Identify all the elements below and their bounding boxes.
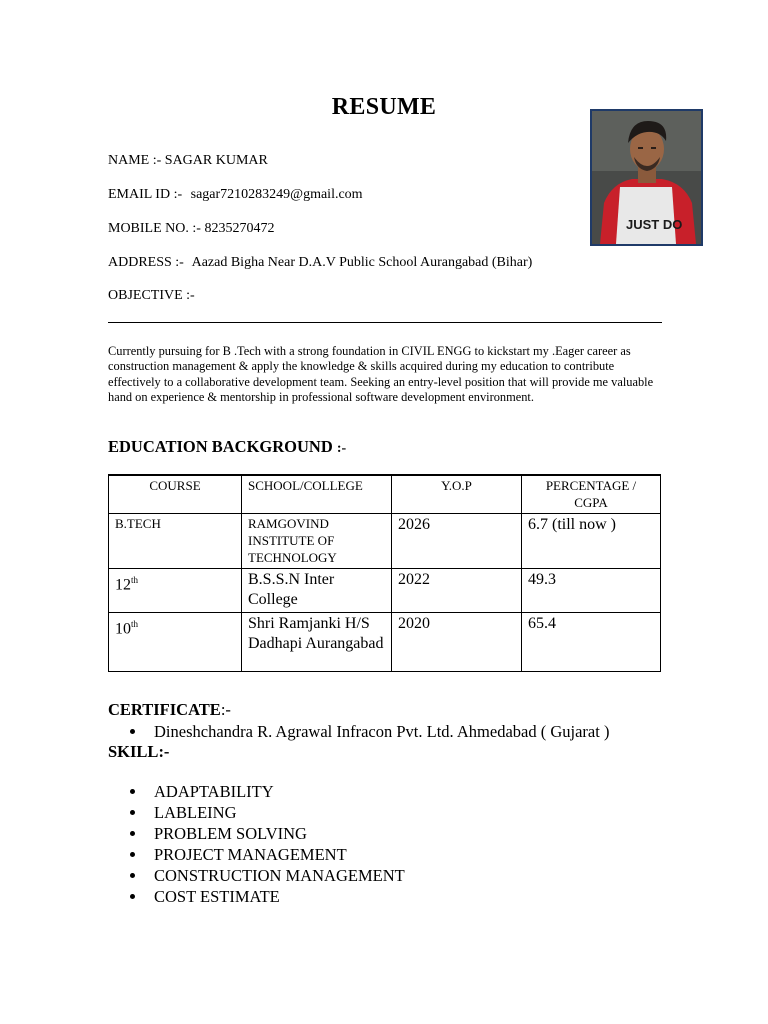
course-text: 12 [115, 576, 131, 594]
education-heading-text: EDUCATION BACKGROUND [108, 437, 333, 456]
list-item [130, 886, 405, 907]
skills-heading: SKILL:- [108, 742, 170, 761]
address-value: Aazad Bigha Near D.A.V Public School Aurangabad (Bihar) [191, 255, 533, 270]
skill-text: PROJECT MANAGEMENT [154, 845, 347, 864]
list-item [130, 823, 405, 844]
table-row [109, 569, 661, 613]
objective-text: Currently pursuing for B .Tech with a strong foundation in CIVIL ENGG to kickstart my .Eager career as construction management & apply the knowledge & skills acquired during my education to contribute effectively to a collaborative development team. Seeking an entry-level position that will provide me valuable hand on experience & mentorship in professional software development environment. [108, 344, 654, 404]
education-table [108, 474, 661, 672]
course-cell [109, 514, 242, 569]
certificate-list [130, 721, 609, 742]
certificate-item-text: Dineshchandra R. Agrawal Infracon Pvt. Ltd. Ahmedabad ( Gujarat ) [154, 722, 610, 741]
bullet-icon [130, 873, 135, 878]
education-heading-suffix: :- [336, 441, 347, 456]
name-value: SAGAR KUMAR [164, 153, 268, 168]
certificate-heading-suffix: :- [220, 700, 231, 719]
course-text: B.TECH [115, 516, 161, 531]
name-label: NAME :- [108, 153, 162, 168]
name-line [108, 153, 268, 169]
school-cell: Shri Ramjanki H/S Dadhapi Aurangabad [242, 613, 392, 672]
skill-text: COST ESTIMATE [154, 887, 280, 906]
address-line [108, 255, 532, 271]
shirt-print: JUST DO [626, 217, 683, 232]
percentage-cell: 6.7 (till now ) [522, 514, 661, 569]
education-heading [108, 437, 346, 457]
email-value: sagar7210283249@gmail.com [190, 187, 363, 202]
skill-text: ADAPTABILITY [154, 782, 274, 801]
column-header: PERCENTAGE / CGPA [522, 475, 661, 514]
school-cell: RAMGOVIND INSTITUTE OF TECHNOLOGY [242, 514, 392, 569]
mobile-value: 8235270472 [204, 221, 275, 236]
profile-photo [590, 109, 703, 246]
table-row [109, 514, 661, 569]
list-item [130, 865, 405, 886]
bullet-icon [130, 852, 135, 857]
skill-text: LABLEING [154, 803, 237, 822]
bullet-icon [130, 894, 135, 899]
course-cell [109, 613, 242, 672]
column-header: COURSE [109, 475, 242, 514]
bullet-icon [130, 810, 135, 815]
column-header: SCHOOL/COLLEGE [242, 475, 392, 514]
table-row [109, 613, 661, 672]
bullet-icon [130, 789, 135, 794]
list-item [130, 721, 609, 742]
percentage-cell: 65.4 [522, 613, 661, 672]
column-header: Y.O.P [392, 475, 522, 514]
list-item [130, 844, 405, 865]
bullet-icon [130, 729, 135, 734]
certificate-heading [108, 700, 231, 720]
percentage-cell: 49.3 [522, 569, 661, 613]
skill-text: CONSTRUCTION MANAGEMENT [154, 866, 405, 885]
school-cell: B.S.S.N Inter College [242, 569, 392, 613]
email-line [108, 187, 363, 203]
list-item [130, 781, 405, 802]
divider [108, 322, 662, 323]
yop-cell: 2022 [392, 569, 522, 613]
skill-text: PROBLEM SOLVING [154, 824, 307, 843]
skills-list [130, 781, 405, 907]
course-cell [109, 569, 242, 613]
table-header-row [109, 475, 661, 514]
list-item [130, 802, 405, 823]
course-text: 10 [115, 620, 131, 638]
course-superscript: th [131, 619, 139, 629]
yop-cell: 2020 [392, 613, 522, 672]
course-superscript: th [131, 575, 139, 585]
mobile-label: MOBILE NO. :- [108, 221, 201, 236]
certificate-heading-text: CERTIFICATE [108, 700, 221, 719]
yop-cell: 2026 [392, 514, 522, 569]
bullet-icon [130, 831, 135, 836]
resume-title: RESUME [331, 94, 437, 120]
address-label: ADDRESS :- [108, 255, 184, 270]
mobile-line [108, 221, 274, 237]
email-label: EMAIL ID :- [108, 187, 183, 202]
objective-label: OBJECTIVE :- [108, 288, 195, 303]
